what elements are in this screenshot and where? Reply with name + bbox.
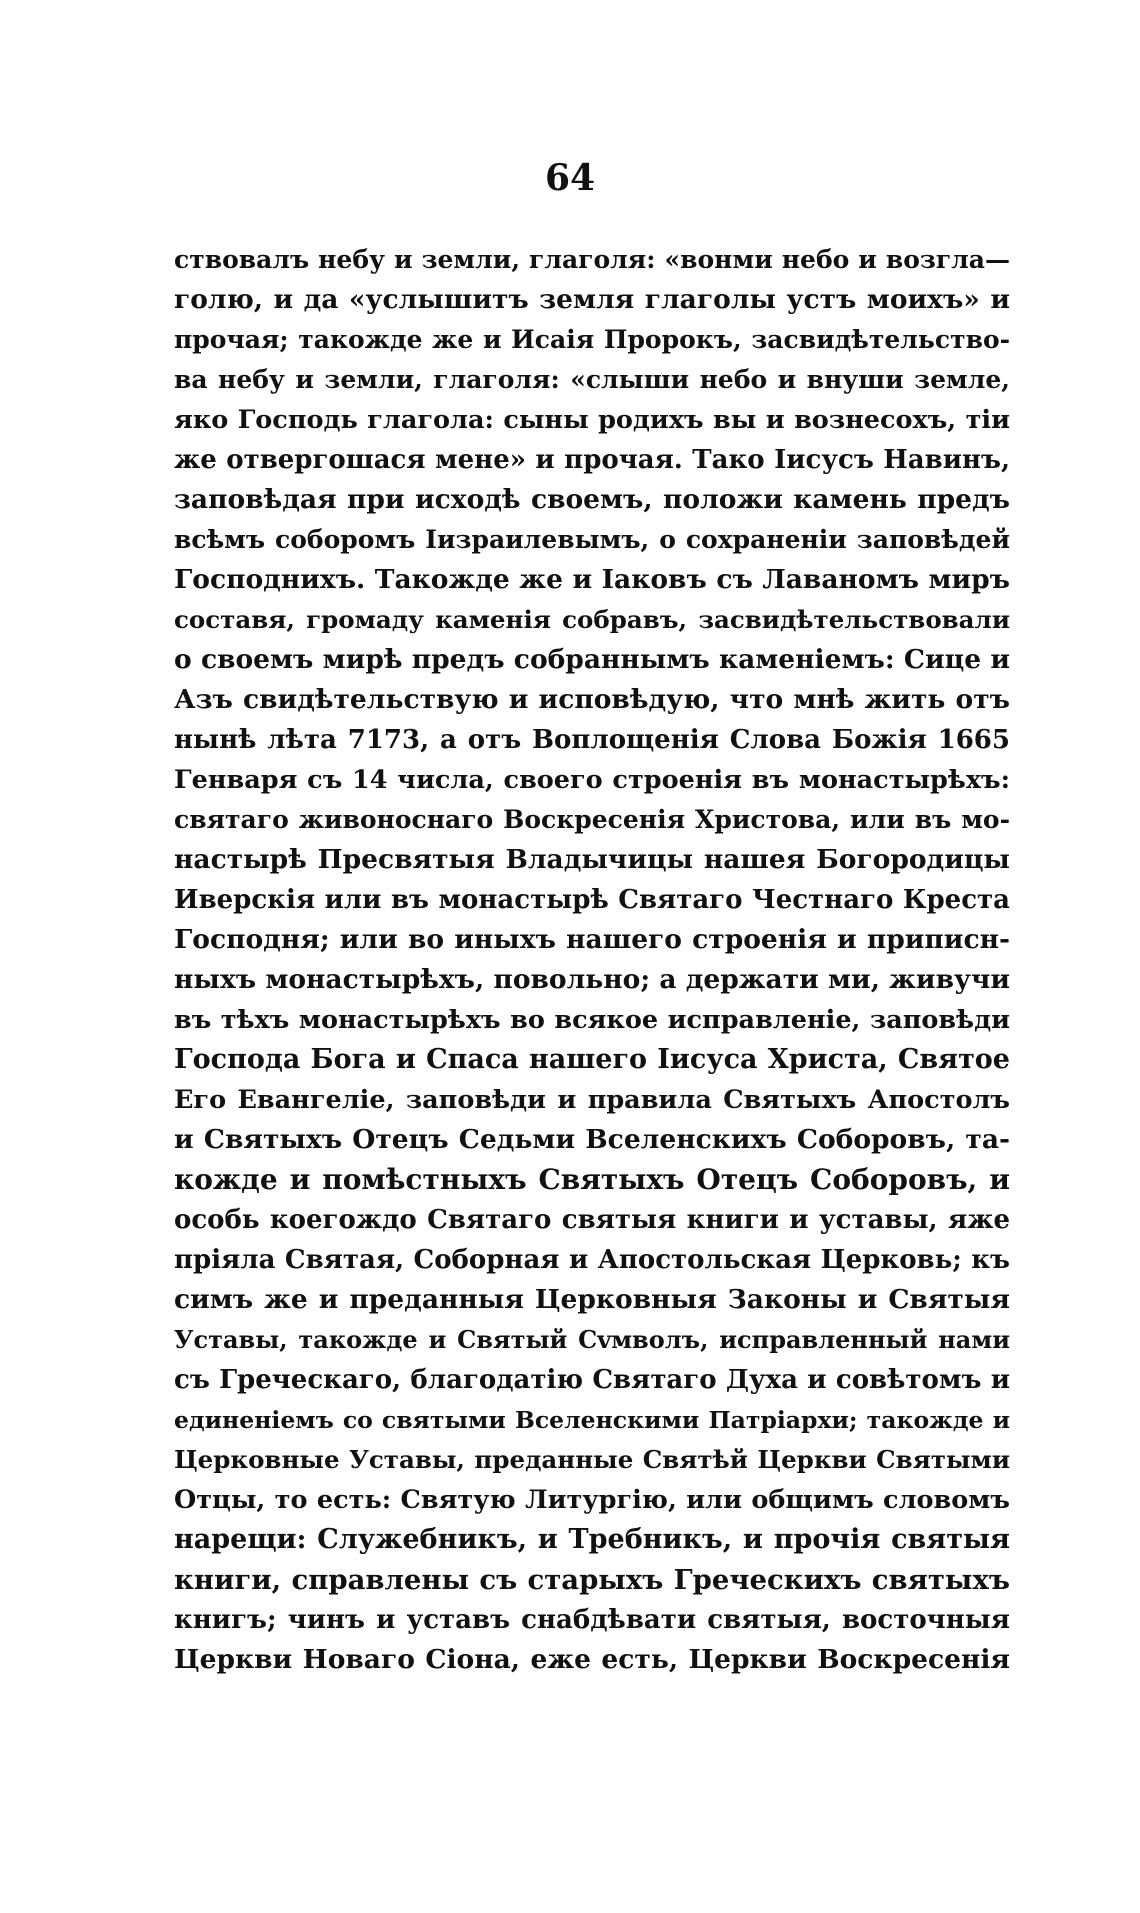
- text-line: симъ же и преданныя Церковныя Законы и Святыя: [174, 1284, 1010, 1315]
- text-line: заповѣдая при исходѣ своемъ, положи камень предъ: [174, 484, 1010, 515]
- text-line: ныхъ монастырѣхъ, повольно; а держати ми, живучи: [174, 964, 1010, 995]
- text-line: яко Господь глагола: сыны родихъ вы и вознесохъ, тіи: [174, 405, 1010, 435]
- text-line: Господнихъ. Такожде же и Іаковъ съ Лаваномъ миръ: [174, 564, 1010, 595]
- text-line: составя, громаду каменія собравъ, засвидѣтельствовали: [174, 605, 1010, 634]
- text-line: всѣмъ соборомъ Іизраилевымъ, о сохраненіи заповѣдей: [174, 525, 1010, 554]
- text-line: Господа Бога и Спаса нашего Іисуса Христа, Святое: [174, 1044, 1010, 1075]
- text-line: прочая; такожде же и Исаія Пророкъ, засвидѣтельство-: [174, 325, 1010, 354]
- text-line: о своемъ мирѣ предъ собраннымъ каменіемъ: Сице и: [174, 644, 1010, 675]
- text-line: кожде и помѣстныхъ Святыхъ Отецъ Соборовъ, и: [174, 1163, 1010, 1196]
- text-line: Отцы, то есть: Святую Литургію, или общимъ словомъ: [174, 1485, 1010, 1515]
- text-line: Иверскія или въ монастырѣ Святаго Честнаго Креста: [174, 885, 1010, 915]
- text-line: Церкви Новаго Сіона, еже есть, Церкви Воскресенія: [174, 1644, 1010, 1675]
- text-line: святаго живоноснаго Воскресенія Христова, или въ мо-: [174, 805, 1010, 834]
- text-line: нынѣ лѣта 7173, а отъ Воплощенія Слова Божія 1665: [174, 725, 1010, 755]
- text-line: Уставы, такожде и Святый Сvмволъ, исправленный нами: [174, 1325, 1010, 1354]
- text-line: и Святыхъ Отецъ Седьми Вселенскихъ Соборовъ, та-: [174, 1124, 1010, 1155]
- text-line: Генваря съ 14 числа, своего строенія въ монастырѣхъ:: [174, 765, 1010, 795]
- text-line: ва небу и земли, глаголя: «слыши небо и внуши земле,: [174, 365, 1010, 394]
- text-line: въ тѣхъ монастырѣхъ во всякое исправленіе, заповѣди: [174, 1005, 1010, 1035]
- text-line: настырѣ Пресвятыя Владычицы нашея Богородицы: [174, 844, 1010, 875]
- text-line: Церковные Уставы, преданные Святѣй Церкви Святыми: [174, 1445, 1010, 1474]
- text-line: особь коегождо Святаго святыя книги и уставы, яже: [174, 1205, 1010, 1235]
- text-line: единеніемъ со святыми Вселенскими Патріархи; такожде и: [174, 1406, 1010, 1434]
- text-line: книгъ; чинъ и уставъ снабдѣвати святыя, восточныя: [174, 1605, 1010, 1635]
- text-line: нарещи: Служебникъ, и Требникъ, и прочія святыя: [174, 1524, 1010, 1555]
- text-line: пріяла Святая, Соборная и Апостольская Церковь; къ: [174, 1245, 1010, 1275]
- text-line: же отвергошася мене» и прочая. Тако Іисусъ Навинъ,: [174, 445, 1010, 475]
- text-line: Господня; или во иныхъ нашего строенія и приписн-: [174, 924, 1010, 955]
- text-line: голю, и да «услышитъ земля глаголы устъ моихъ» и: [174, 284, 1010, 315]
- text-line: книги, справлены съ старыхъ Греческихъ святыхъ: [174, 1564, 1010, 1596]
- text-line: ствовалъ небу и земли, глаголя: «вонми небо и возгла—: [174, 245, 1010, 274]
- text-line: съ Греческаго, благодатію Святаго Духа и совѣтомъ и: [174, 1365, 1010, 1395]
- body-text: [174, 240, 1010, 1680]
- text-line: Азъ свидѣтельствую и исповѣдую, что мнѣ жить отъ: [174, 684, 1010, 715]
- text-line: Его Евангеліе, заповѣди и правила Святыхъ Апостолъ: [174, 1085, 1010, 1115]
- page-number: 64: [544, 157, 596, 199]
